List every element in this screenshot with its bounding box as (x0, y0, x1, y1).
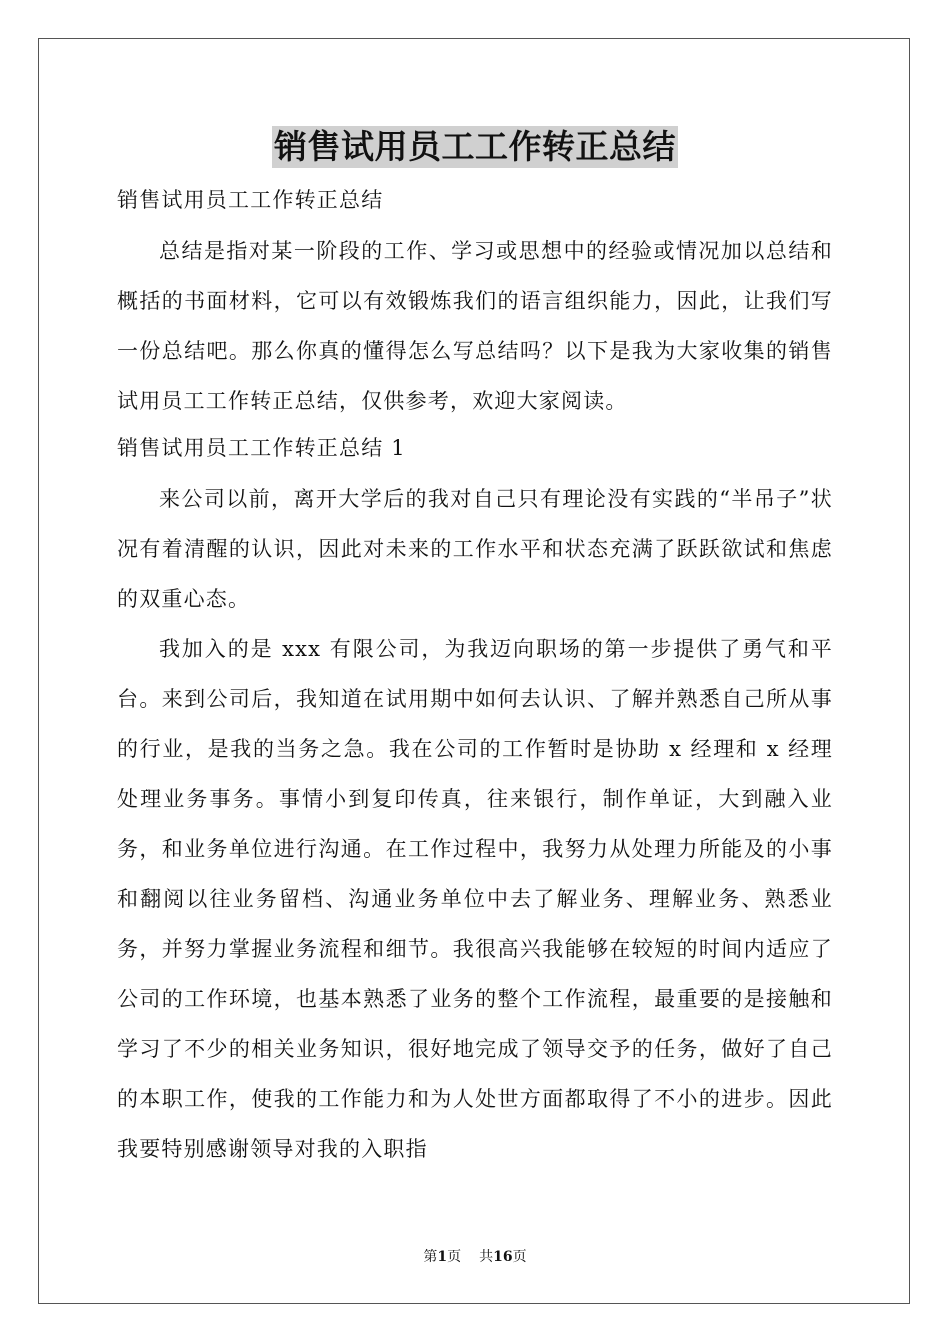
footer-page-prefix: 第 (423, 1249, 438, 1265)
document-subtitle: 销售试用员工工作转正总结 (117, 188, 384, 212)
document-body (117, 180, 833, 1174)
section-heading: 销售试用员工工作转正总结 1 (117, 436, 406, 460)
intro-paragraph: 总结是指对某一阶段的工作、学习或思想中的经验或情况加以总结和概括的书面材料，它可以有效锻炼我们的语言组织能力，因此，让我们写一份总结吧。那么你真的懂得怎么写总结吗？以下是我为大家收集的销售试用员工工作转正总结，仅供参考，欢迎大家阅读。 (117, 239, 833, 413)
footer-total-suffix: 页 (512, 1249, 527, 1265)
body-paragraph-1: 来公司以前，离开大学后的我对自己只有理论没有实践的“半吊子”状况有着清醒的认识，因此对未来的工作水平和状态充满了跃跃欲试和焦虑的双重心态。 (117, 487, 833, 611)
document-title: 销售试用员工工作转正总结 (274, 127, 676, 166)
body-paragraph-2: 我加入的是 xxx 有限公司，为我迈向职场的第一步提供了勇气和平台。来到公司后，我知道在试用期中如何去认识、了解并熟悉自己所从事的行业，是我的当务之急。我在公司的工作暂时是协助 x 经理和 x 经理处理业务事务。事情小到复印传真，往来银行，制作单证，大到融入业务，和业务单位进行沟通。在工作过程中，我努力从处理力所能及的小事和翻阅以往业务留档、沟通业务单位中去了解业务、理解业务、熟悉业务，并努力掌握业务流程和细节。我很高兴我能够在较短的时间内适应了公司的工作环境，也基本熟悉了业务的整个工作流程，最重要的是接触和学习了不少的相关业务知识，很好地完成了领导交予的任务，做好了自己的本职工作，使我的工作能力和为人处世方面都取得了不小的进步。因此我要特别感谢领导对我的入职指 (117, 637, 833, 1161)
footer-page-mid: 页 (447, 1249, 462, 1265)
footer-page-current: 1 (437, 1249, 448, 1265)
title-container (0, 126, 950, 168)
page-footer (0, 1247, 950, 1267)
footer-total-prefix: 共 (479, 1249, 494, 1265)
footer-page-total: 16 (493, 1249, 513, 1265)
